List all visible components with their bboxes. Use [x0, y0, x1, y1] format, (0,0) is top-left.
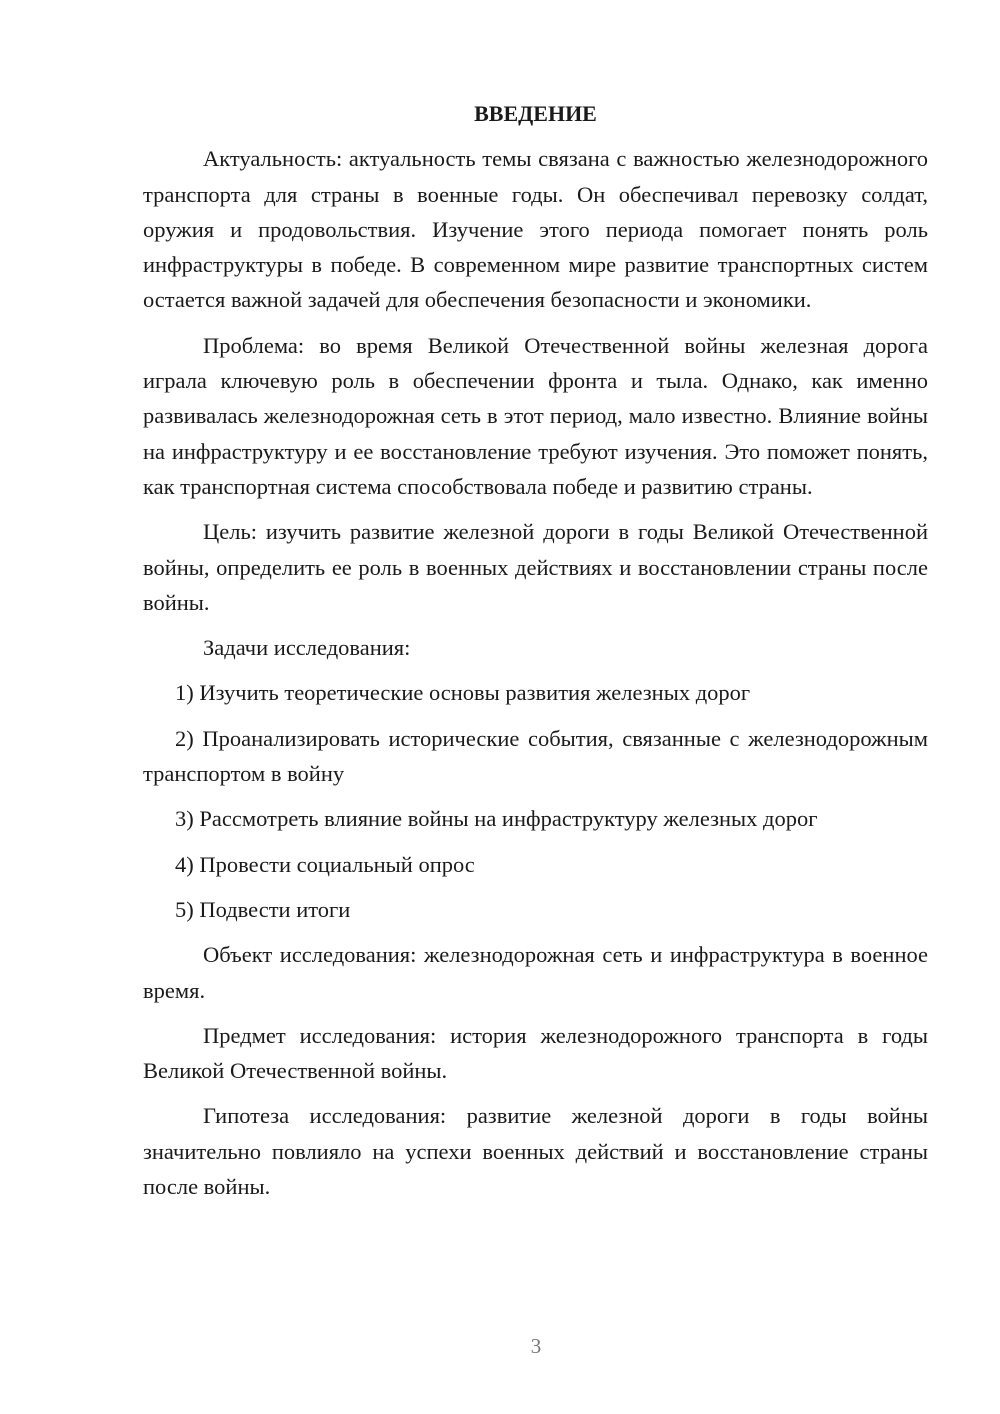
paragraph-tasks-heading: Задачи исследования: [203, 635, 411, 661]
paragraph-object: Объект исследования: железнодорожная сеть и инфраструктура в военное время. [143, 942, 928, 1003]
paragraph-hypothesis: Гипотеза исследования: развитие железной дороги в годы войны значительно повлияло на успехи военных действий и восстановление страны после войны. [143, 1103, 928, 1200]
document-body [143, 96, 928, 1214]
paragraph-problem: Проблема: во время Великой Отечественной войны железная дорога играла ключевую роль в обеспечении фронта и тыла. Однако, как именно развивалась железнодорожная сеть в этот период, мало известно. Влияние войны на инфраструктуру и ее восстановление требуют изучения. Это поможет понять, как транспортная система способствовала победе и развитию страны. [143, 332, 928, 499]
task-item-5: 5) Подвести итоги [175, 896, 351, 922]
task-item-3: 3) Рассмотреть влияние войны на инфраструктуру железных дорог [175, 806, 818, 832]
paragraph-goal: Цель: изучить развитие железной дороги в годы Великой Отечественной войны, определить ее роль в военных действиях и восстановлении страны после войны. [143, 519, 928, 615]
page-number: 3 [530, 1334, 542, 1358]
task-item-1: 1) Изучить теоретические основы развития железных дорог [175, 680, 751, 706]
task-item-2: 2) Проанализировать исторические события, связанные с железнодорожным транспортом в войну [143, 725, 928, 787]
paragraph-relevance: Актуальность: актуальность темы связана с важностью железнодорожного транспорта для страны в военные годы. Он обеспечивал перевозку солдат, оружия и продовольствия. Изучение этого периода помогает понять роль инфраструктуры в победе. В современном мире развитие транспортных систем остается важной задачей для обеспечения безопасности и экономики. [143, 146, 928, 313]
task-item-4: 4) Провести социальный опрос [175, 851, 475, 877]
page-title: ВВЕДЕНИЕ [474, 101, 597, 126]
paragraph-subject: Предмет исследования: история железнодорожного транспорта в годы Великой Отечественной войны. [143, 1022, 928, 1084]
